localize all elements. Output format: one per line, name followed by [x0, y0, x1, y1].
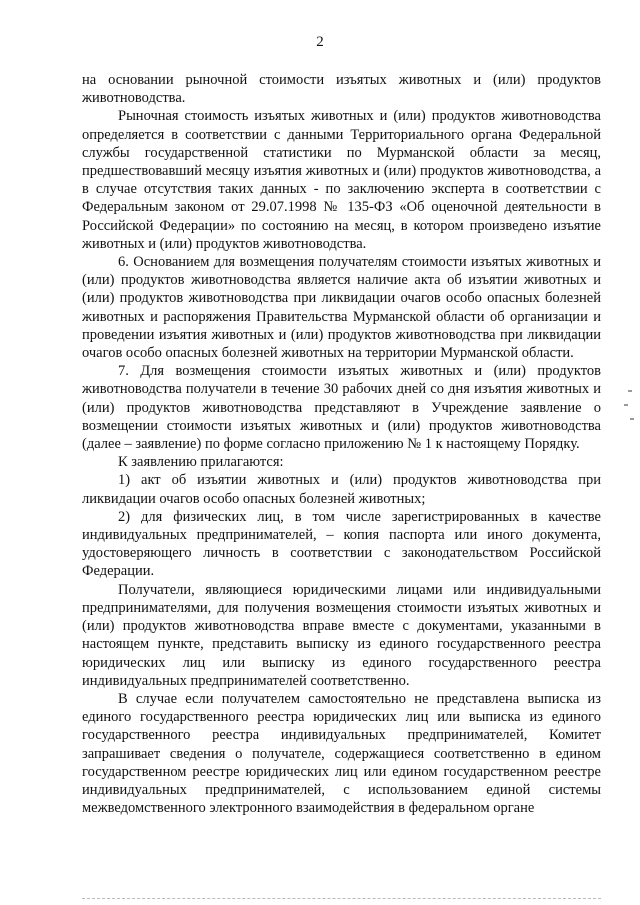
- paragraph: на основании рыночной стоимости изъятых животных и (или) продуктов животноводства.: [82, 72, 601, 107]
- paragraph: 6. Основанием для возмещения получателям стоимости изъятых животных и (или) продуктов животноводства является наличие акта об изъятии животных и (или) продуктов животноводства при ликвидации очагов особо опасных болезней животных и распоряжения Правительства Мурманской области об организации и проведении изъятия животных и (или) продуктов животноводства при ликвидации очагов особо опасных болезней животных на территории Мурманской области.: [82, 254, 601, 362]
- scan-speck: [628, 390, 632, 392]
- paragraph: Получатели, являющиеся юридическими лицами или индивидуальными предпринимателями, для получения возмещения стоимости изъятых животных и (или) продуктов животноводства вправе вместе с документами, указанными в настоящем пункте, представить выписку из единого государственного реестра юридических лиц или выписку из единого государственного реестра индивидуальных предпринимателей соответственно.: [82, 581, 601, 689]
- paragraph: К заявлению прилагаются:: [118, 454, 284, 471]
- document-body: [82, 71, 601, 817]
- paragraph: 7. Для возмещения стоимости изъятых животных и (или) продуктов животноводства получатели в течение 30 рабочих дней со дня изъятия животных и (или) продуктов животноводства представляют в Учреждение заявление о возмещении стоимости изъятых животных и (или) продуктов животноводства (далее – заявление) по форме согласно приложению № 1 к настоящему Порядку.: [82, 363, 601, 453]
- paragraph: Рыночная стоимость изъятых животных и (или) продуктов животноводства определяется в соответствии с данными Территориального органа Федеральной службы государственной статистики по Мурманской области за месяц, предшествовавший месяцу изъятия животных и (или) продуктов животноводства, а в случае отсутствия таких данных - по заключению эксперта в соответствии с Федеральным законом от 29.07.1998 № 135-ФЗ «Об оценочной деятельности в Российской Федерации» по состоянию на месяц, в котором произведено изъятие животных и (или) продуктов животноводства.: [82, 108, 601, 252]
- paragraph: 1) акт об изъятии животных и (или) продуктов животноводства при ликвидации очагов особо опасных болезней животных;: [82, 472, 601, 507]
- page-number: 2: [316, 34, 324, 50]
- paragraph: В случае если получателем самостоятельно не представлена выписка из единого государственного реестра юридических лиц или выписка из единого государственного реестра индивидуальных предпринимателей, Комитет запрашивает сведения о получателе, содержащиеся соответственно в едином государственном реестре юридических лиц или едином государственном реестре индивидуальных предпринимателей, с использованием единой системы межведомственного электронного взаимодействия в федеральном органе: [82, 690, 601, 817]
- scan-edge-line: [82, 898, 601, 899]
- scan-speck: [630, 418, 634, 420]
- paragraph: 2) для физических лиц, в том числе зарегистрированных в качестве индивидуальных предпринимателей, – копия паспорта или иного документа, удостоверяющего личность в соответствии с законодательством Российской Федерации.: [82, 508, 601, 580]
- scan-speck: [624, 404, 628, 406]
